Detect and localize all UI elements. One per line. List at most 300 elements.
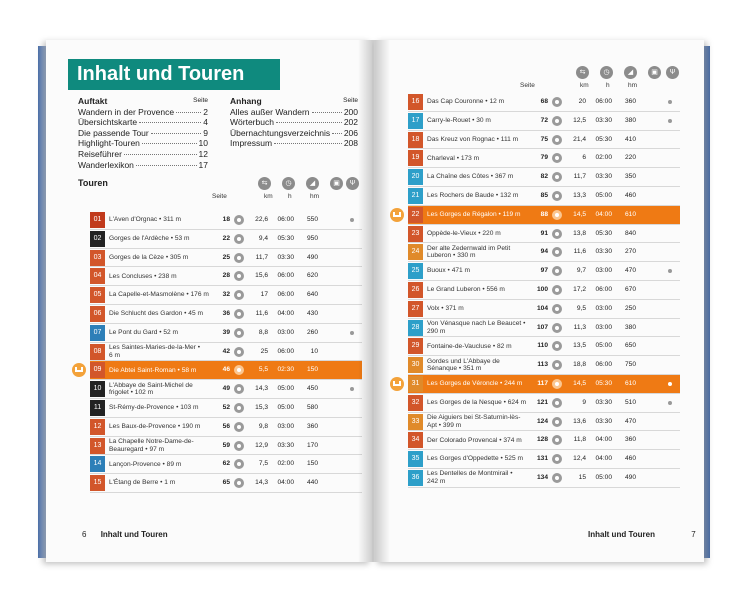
- toc-entry[interactable]: [230, 128, 358, 139]
- tour-row[interactable]: [90, 286, 362, 305]
- tour-name: Carry-le-Rouet • 30 m: [427, 117, 491, 125]
- tour-hours: 05:00: [277, 403, 294, 411]
- toc-seite-label: Seite: [193, 97, 208, 104]
- tour-km: 9: [582, 398, 586, 406]
- tour-altitude: 371 m: [445, 305, 464, 313]
- restaurant-icon: Ψ: [666, 66, 679, 79]
- highlight-crown-icon: [390, 377, 404, 391]
- tour-page: 59: [222, 441, 230, 449]
- tour-title: Le Grand Luberon: [427, 286, 481, 294]
- tour-hm: 750: [624, 361, 636, 369]
- tour-hours: 03:30: [595, 398, 612, 406]
- tour-km: 15,6: [255, 272, 268, 280]
- leader-dots: [276, 122, 342, 123]
- tour-hm: 470: [624, 267, 636, 275]
- tour-number: 10: [90, 381, 105, 397]
- difficulty-icon: [234, 290, 244, 300]
- tour-name: Das Cap Couronne • 12 m: [427, 98, 505, 106]
- tour-altitude: 367 m: [494, 173, 514, 181]
- tour-number: 31: [408, 376, 423, 392]
- tour-name: Lançon-Provence • 89 m: [109, 460, 182, 468]
- tour-row[interactable]: [408, 431, 680, 450]
- tour-hours: 05:00: [595, 191, 612, 199]
- tour-hours: 06:00: [277, 216, 294, 223]
- tour-page: 94: [540, 248, 548, 256]
- tour-row[interactable]: [90, 343, 362, 362]
- tour-page: 36: [222, 309, 230, 317]
- toc-entry[interactable]: [78, 117, 208, 128]
- leader-dots: [142, 143, 197, 144]
- footer-label: Inhalt und Touren: [588, 530, 655, 539]
- tour-title: Les Saintes-Maries-de-la-Mer: [109, 344, 196, 352]
- tour-km: 22,6: [255, 216, 268, 223]
- tour-row[interactable]: [90, 230, 362, 249]
- toc-entry-label: Reiseführer: [78, 148, 122, 159]
- tour-page: 56: [222, 422, 230, 430]
- tour-hours: 04:00: [595, 210, 612, 218]
- tour-hours: 03:30: [595, 173, 612, 181]
- tour-name: Gordes und L'Abbaye de Sénanque • 351 m: [427, 357, 500, 373]
- tour-row[interactable]: [408, 394, 680, 413]
- toc-entry-page: 2: [203, 106, 208, 117]
- tour-km: 17: [260, 291, 268, 299]
- tour-km: 11,3: [573, 323, 586, 331]
- tour-hm: 470: [624, 417, 636, 425]
- toc-entry-label: Wanderlexikon: [78, 159, 134, 170]
- tour-hm: 550: [306, 216, 318, 223]
- tour-title: Die Aiguiers bei St-Saturnin-lès-Apt: [427, 414, 521, 429]
- tour-km: 21,4: [573, 135, 586, 143]
- difficulty-icon: [552, 285, 562, 295]
- tour-row[interactable]: [408, 187, 680, 206]
- tour-row[interactable]: [408, 243, 680, 262]
- toc-entry[interactable]: [78, 138, 208, 149]
- difficulty-icon: [234, 271, 244, 281]
- tour-hours: 02:00: [595, 154, 612, 162]
- tour-page: 62: [222, 460, 230, 468]
- tour-title: Les Dentelles de Montmirail: [427, 470, 509, 478]
- tour-title: Les Gorges de Régalon: [427, 211, 497, 219]
- tour-row[interactable]: [408, 112, 680, 131]
- bus-icon: ▣: [330, 177, 343, 190]
- difficulty-icon: [552, 135, 562, 145]
- right-page: [374, 40, 704, 562]
- difficulty-icon: [234, 459, 244, 469]
- tour-hours: 03:30: [277, 441, 294, 449]
- footer-left: [82, 530, 168, 539]
- toc-entry-label: Wandern in der Provence: [78, 106, 175, 117]
- tour-number: 03: [90, 250, 105, 266]
- tour-page: 72: [540, 116, 548, 124]
- tour-hm: 460: [624, 455, 636, 463]
- leader-dots: [151, 133, 202, 134]
- toc-entry[interactable]: [78, 107, 208, 118]
- tour-number: 24: [408, 244, 423, 260]
- tour-hours: 06:00: [595, 361, 612, 369]
- col-hm: hm: [310, 193, 320, 200]
- tour-number: 08: [90, 344, 105, 360]
- tour-km: 11,6: [573, 248, 586, 256]
- toc-entry[interactable]: [78, 149, 208, 160]
- tour-number: 33: [408, 414, 423, 430]
- tour-title: Les Baux-de-Provence: [109, 423, 177, 431]
- tour-name: Die Schlucht des Gardon • 45 m: [109, 310, 203, 318]
- tour-name: L'Aven d'Orgnac • 311 m: [109, 216, 182, 224]
- tour-hm: 270: [624, 248, 636, 256]
- tour-hm: 610: [624, 210, 636, 218]
- tour-altitude: 45 m: [188, 310, 203, 318]
- toc-entry-label: Wörterbuch: [230, 117, 274, 128]
- tour-km: 11,6: [255, 309, 268, 317]
- tour-hm: 150: [306, 366, 318, 374]
- tour-page: 131: [536, 455, 548, 463]
- tour-row[interactable]: [408, 262, 680, 281]
- tour-title: Les Gorges d'Oppedette: [427, 455, 499, 463]
- tour-row[interactable]: [90, 267, 362, 286]
- tour-name: Volx • 371 m: [427, 305, 464, 313]
- restaurant-dot: [350, 331, 354, 335]
- tour-hm: 150: [306, 460, 318, 468]
- tour-row[interactable]: [90, 211, 362, 230]
- difficulty-icon: [234, 234, 244, 244]
- tour-altitude: 525 m: [504, 455, 523, 463]
- difficulty-icon: [552, 435, 562, 445]
- tour-altitude: 290 m: [427, 327, 446, 335]
- restaurant-dot: [668, 100, 672, 104]
- tour-km: 12,4: [573, 455, 586, 463]
- tour-page: 85: [540, 191, 548, 199]
- footer-label: Inhalt und Touren: [100, 530, 168, 539]
- tour-row[interactable]: [90, 305, 362, 324]
- tour-name: Der Colorado Provencal • 374 m: [427, 436, 522, 444]
- tour-page: 75: [540, 135, 548, 143]
- tour-km: 14,3: [255, 385, 268, 393]
- tour-km: 17,2: [573, 285, 586, 293]
- toc-anhang: [230, 96, 358, 149]
- touren-heading: Touren: [78, 178, 108, 188]
- tour-hm: 220: [624, 154, 636, 162]
- clock-icon: ◷: [282, 177, 295, 190]
- tour-name: Les Gorges de la Nesque • 624 m: [427, 399, 527, 406]
- tour-page: 68: [540, 98, 548, 105]
- difficulty-icon: [552, 97, 562, 107]
- tour-row[interactable]: [408, 300, 680, 319]
- tour-km: 11,8: [573, 436, 586, 444]
- toc-auftakt: [78, 96, 208, 170]
- slope-icon: ◢: [624, 66, 637, 79]
- tour-number: 01: [90, 212, 105, 228]
- tour-row[interactable]: [90, 418, 362, 437]
- tour-km: 13,8: [573, 229, 586, 237]
- tour-name: Les Concluses • 238 m: [109, 272, 177, 280]
- tour-page: 39: [222, 328, 230, 336]
- tour-hours: 04:00: [595, 455, 612, 463]
- tour-hm: 170: [306, 441, 318, 449]
- tour-name: Die Aiguiers bei St-Saturnin-lès-Apt • 399 m: [427, 414, 521, 429]
- leader-dots: [136, 165, 197, 166]
- tour-row[interactable]: [90, 455, 362, 474]
- tour-name: L'Étang de Berre • 1 m: [109, 479, 176, 487]
- tour-hm: 380: [624, 323, 636, 331]
- difficulty-icon: [552, 341, 562, 351]
- tour-row[interactable]: [408, 206, 680, 225]
- difficulty-icon: [552, 454, 562, 464]
- tour-row[interactable]: [90, 324, 362, 343]
- tour-name: Das Kreuz von Rognac • 111 m: [427, 135, 519, 143]
- tour-page: 32: [222, 291, 230, 299]
- tour-altitude: 556 m: [486, 286, 505, 294]
- toc-entry-label: Übersichtskarte: [78, 117, 138, 128]
- tour-number: 05: [90, 287, 105, 303]
- tour-row[interactable]: [408, 375, 680, 394]
- toc-entry-page: 4: [203, 117, 208, 128]
- tour-hm: 10: [310, 347, 318, 355]
- difficulty-icon: [552, 172, 562, 182]
- tour-title: L'Étang de Berre: [109, 479, 159, 487]
- col-seite: Seite: [212, 193, 227, 200]
- leader-dots: [124, 154, 197, 155]
- tour-hm: 610: [624, 379, 636, 387]
- tour-hours: 06:00: [277, 291, 294, 299]
- toc-entry[interactable]: [78, 128, 208, 139]
- tour-km: 9,4: [258, 234, 268, 242]
- restaurant-dot: [668, 119, 672, 123]
- tour-hm: 490: [624, 473, 636, 481]
- tour-page: 42: [222, 347, 230, 355]
- tour-page: 110: [537, 342, 548, 350]
- leader-dots: [312, 112, 342, 113]
- tour-altitude: 132 m: [500, 192, 519, 200]
- tour-row[interactable]: [90, 399, 362, 418]
- col-seite: Seite: [520, 82, 535, 89]
- restaurant-dot: [350, 218, 354, 222]
- tour-name: Gorges de l'Ardèche • 53 m: [109, 235, 190, 243]
- tour-number: 36: [408, 470, 423, 486]
- tour-row[interactable]: [408, 337, 680, 356]
- toc-entry-label: Die passende Tour: [78, 127, 149, 138]
- tour-row[interactable]: [408, 450, 680, 469]
- tour-title: L'Abbaye de Saint-Michel de frigolet: [109, 381, 193, 397]
- tour-title: Lançon-Provence: [109, 460, 161, 468]
- tour-number: 22: [408, 207, 423, 223]
- tour-number: 12: [90, 419, 105, 435]
- difficulty-icon: [552, 379, 562, 389]
- tour-page: 117: [537, 379, 548, 387]
- tour-hm: 440: [306, 479, 318, 487]
- tour-page: 121: [536, 398, 548, 406]
- tour-hm: 360: [306, 422, 318, 430]
- difficulty-icon: [552, 398, 562, 408]
- toc-entry-page: 202: [343, 117, 358, 128]
- tour-row[interactable]: [408, 131, 680, 150]
- tour-row[interactable]: [408, 225, 680, 244]
- col-km: km: [264, 193, 273, 200]
- tour-row[interactable]: [90, 474, 362, 493]
- toc-auftakt-heading: Auftakt: [78, 96, 108, 106]
- tour-row[interactable]: [408, 93, 680, 112]
- tour-number: 13: [90, 438, 105, 454]
- tour-hm: 350: [624, 173, 636, 181]
- tour-name: L'Abbaye de Saint-Michel de frigolet • 102 m: [109, 381, 193, 397]
- toc-seite-label: Seite: [343, 97, 358, 104]
- tour-page: 128: [536, 436, 548, 444]
- toc-entry[interactable]: [230, 138, 358, 149]
- tour-list-left: [90, 211, 362, 493]
- tour-hours: 05:30: [595, 135, 612, 143]
- tour-hours: 05:00: [595, 473, 612, 481]
- tour-number: 18: [408, 132, 423, 148]
- tour-altitude: 176 m: [190, 291, 209, 299]
- tour-title: Der Colorado Provencal: [427, 436, 498, 444]
- slope-icon: ◢: [306, 177, 319, 190]
- tour-name: Les Gorges d'Oppedette • 525 m: [427, 455, 523, 463]
- tour-title: Volx: [427, 305, 440, 313]
- tour-name: La Capelle-et-Masmolène • 176 m: [109, 291, 209, 299]
- toc-entry-page: 208: [343, 138, 358, 149]
- tour-number: 25: [408, 263, 423, 279]
- tour-name: Le Pont du Gard • 52 m: [109, 329, 179, 337]
- tour-row[interactable]: [408, 281, 680, 300]
- tour-hours: 03:00: [595, 267, 612, 275]
- difficulty-icon: [234, 478, 244, 488]
- tour-title: Oppède-le-Vieux: [427, 229, 477, 237]
- tour-row[interactable]: [90, 361, 362, 380]
- tour-page: 65: [222, 479, 230, 487]
- tour-km: 15,3: [255, 403, 268, 411]
- difficulty-icon: [552, 266, 562, 276]
- tour-hours: 05:30: [595, 379, 612, 387]
- tour-altitude: 351 m: [463, 365, 482, 373]
- tour-altitude: 97 m: [149, 445, 165, 453]
- toc-entry[interactable]: [230, 117, 358, 128]
- tour-altitude: 190 m: [182, 423, 201, 431]
- col-hm: hm: [628, 82, 638, 89]
- tour-hours: 03:00: [595, 323, 612, 331]
- tour-row[interactable]: [90, 437, 362, 456]
- toc-entry-label: Highlight-Touren: [78, 138, 140, 149]
- difficulty-icon: [552, 323, 562, 333]
- highlight-crown-icon: [390, 208, 404, 222]
- bus-icon: ▣: [648, 66, 661, 79]
- tour-hm: 380: [624, 116, 636, 124]
- tour-hm: 430: [306, 309, 318, 317]
- tour-title: Les Concluses: [109, 272, 153, 280]
- tour-row[interactable]: [408, 413, 680, 432]
- tour-page: 52: [222, 403, 230, 411]
- tour-page: 18: [222, 216, 230, 223]
- tour-row[interactable]: [408, 149, 680, 168]
- page-number: 7: [691, 530, 696, 539]
- tour-hours: 05:00: [277, 385, 294, 393]
- tour-altitude: 624 m: [507, 399, 527, 406]
- tour-hours: 03:30: [595, 116, 612, 124]
- tour-row[interactable]: [408, 356, 680, 375]
- restaurant-dot: [668, 382, 672, 386]
- tour-altitude: 53 m: [174, 235, 190, 243]
- tour-number: 16: [408, 94, 423, 110]
- tour-hm: 260: [306, 328, 318, 336]
- tour-number: 09: [90, 362, 105, 378]
- tour-name: Von Vénasque nach Le Beaucet • 290 m: [427, 320, 526, 335]
- tour-number: 02: [90, 231, 105, 247]
- signpost-icon: ⇆: [258, 177, 271, 190]
- tour-name: Fontaine-de-Vaucluse • 82 m: [427, 342, 512, 350]
- tour-page: 82: [540, 173, 548, 181]
- tour-row[interactable]: [408, 319, 680, 338]
- tour-hm: 620: [306, 272, 318, 280]
- tour-km: 12,5: [573, 116, 586, 124]
- tour-altitude: 305 m: [169, 253, 189, 261]
- tour-name: Gorges de la Cèze • 305 m: [109, 253, 189, 261]
- tour-km: 13,6: [573, 417, 586, 425]
- tour-hours: 04:00: [277, 309, 294, 317]
- toc-anhang-heading: Anhang: [230, 96, 262, 106]
- tour-name: Charleval • 173 m: [427, 154, 480, 162]
- difficulty-icon: [552, 473, 562, 483]
- tour-title: Charleval: [427, 154, 455, 162]
- tour-row[interactable]: [408, 469, 680, 488]
- tour-hm: 360: [624, 98, 636, 105]
- tour-name: Der alte Zedernwald im Petit Luberon • 330 m: [427, 244, 511, 260]
- tour-km: 8,8: [258, 328, 268, 336]
- difficulty-icon: [552, 116, 562, 126]
- tour-page: 79: [540, 154, 548, 162]
- tour-title: Carry-le-Rouet: [427, 117, 471, 125]
- tour-altitude: 173 m: [460, 154, 480, 162]
- tour-altitude: 238 m: [158, 272, 177, 280]
- tour-hm: 510: [624, 398, 636, 406]
- tour-number: 30: [408, 357, 423, 373]
- tour-row[interactable]: [90, 380, 362, 399]
- toc-entry-page: 10: [198, 138, 208, 149]
- difficulty-icon: [234, 441, 244, 451]
- tour-km: 11,7: [255, 253, 268, 261]
- tour-number: 07: [90, 325, 105, 341]
- tour-hours: 04:00: [277, 479, 294, 487]
- tour-number: 21: [408, 188, 423, 204]
- tour-altitude: 374 m: [503, 436, 522, 444]
- difficulty-icon: [552, 153, 562, 163]
- tour-km: 13,5: [573, 342, 586, 350]
- difficulty-icon: [552, 304, 562, 314]
- tour-title: Von Vénasque nach Le Beaucet: [427, 320, 522, 328]
- toc-entry[interactable]: [78, 160, 208, 171]
- tour-page: 124: [536, 417, 548, 425]
- tour-hours: 06:00: [277, 347, 294, 355]
- tour-hours: 05:30: [277, 234, 294, 242]
- tour-hm: 410: [624, 135, 636, 143]
- tour-row[interactable]: [408, 168, 680, 187]
- tour-title: La Chapelle Notre-Dame-de-Beauregard: [109, 438, 194, 453]
- tour-name: La Chapelle Notre-Dame-de-Beauregard • 97 m: [109, 438, 194, 453]
- tour-page: 100: [536, 285, 548, 293]
- tour-number: 11: [90, 400, 105, 416]
- difficulty-icon: [234, 422, 244, 432]
- tour-row[interactable]: [90, 249, 362, 268]
- tour-number: 26: [408, 282, 423, 298]
- tour-altitude: 311 m: [163, 216, 182, 224]
- toc-entry[interactable]: [230, 107, 358, 118]
- tour-title: Gorges de l'Ardèche: [109, 235, 169, 243]
- difficulty-icon: [552, 229, 562, 239]
- difficulty-icon: [552, 360, 562, 370]
- tour-km: 11,7: [573, 173, 586, 181]
- tour-hm: 490: [306, 253, 318, 261]
- tour-name: Les Gorges de Régalon • 119 m: [427, 211, 521, 219]
- tour-name: Buoux • 471 m: [427, 267, 471, 275]
- tour-km: 18,8: [573, 361, 586, 369]
- difficulty-icon: [552, 191, 562, 201]
